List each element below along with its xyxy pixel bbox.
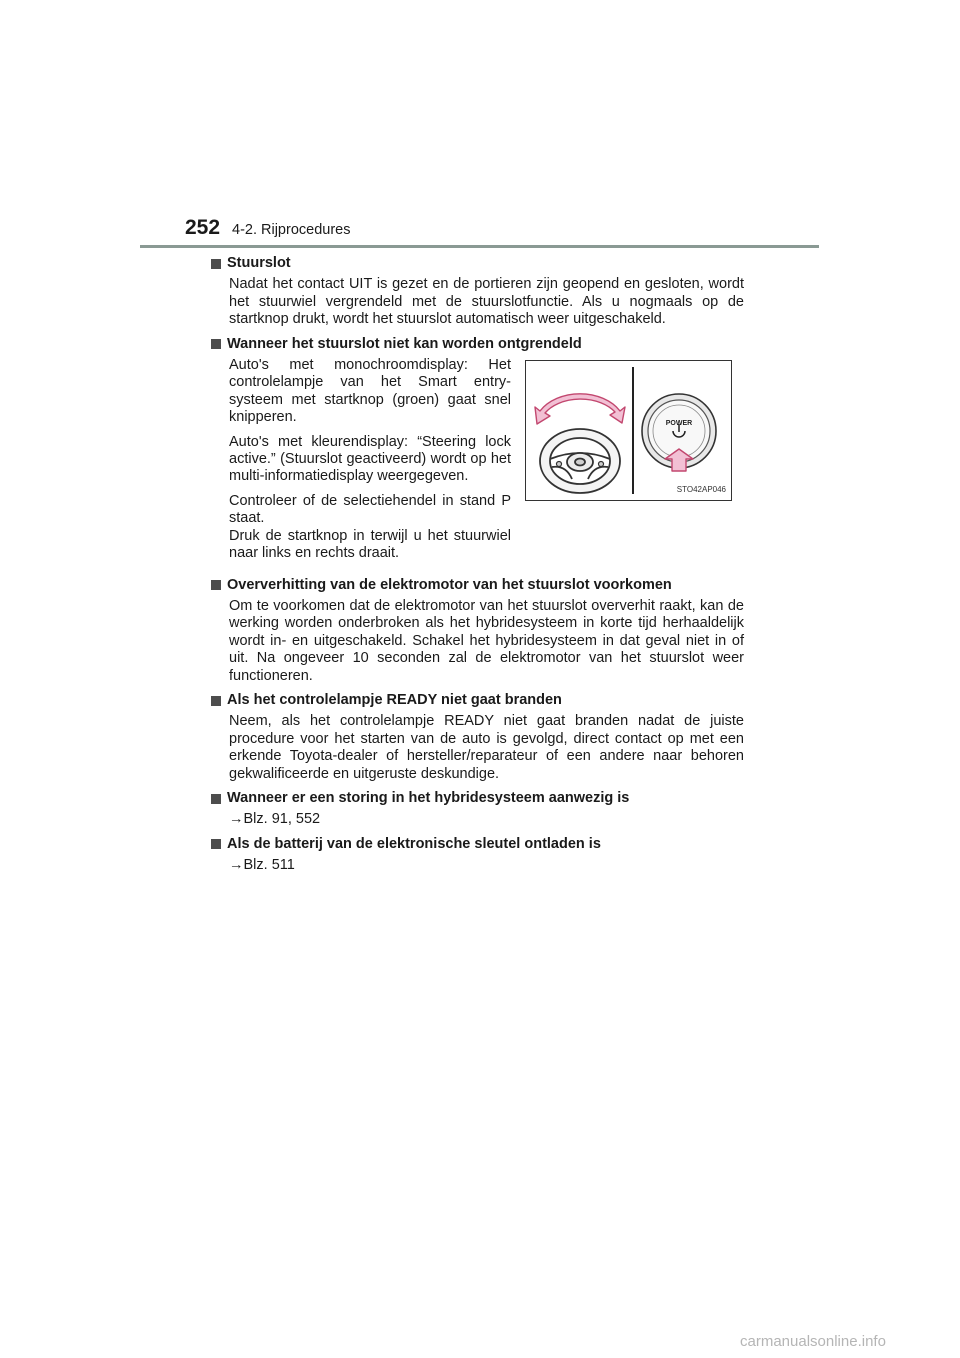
square-bullet-icon xyxy=(211,580,221,590)
paragraph: Auto's met monochroomdisplay: Het controlelampje van het Smart entry-systeem met startknop (groen) gaat snel knipperen. xyxy=(229,357,511,426)
section-stuurslot-ontgrendelen xyxy=(211,336,744,570)
section-heading: Als de batterij van de elektronische sleutel ontladen is xyxy=(227,835,601,852)
figure-code: STO42AP046 xyxy=(676,484,726,494)
section-body: Neem, als het controlelampje READY niet gaat branden nadat de juiste procedure voor het starten van de auto is gevolgd, direct contact op met een erkende Toyota-dealer of hersteller/reparateur of een andere naar behoren gekwalificeerde en uitgeruste deskundige. xyxy=(229,713,744,782)
paragraph: Controleer of de selectiehendel in stand P staat. xyxy=(229,492,511,527)
paragraph: Druk de startknop in terwijl u het stuurwiel naar links en rechts draait. xyxy=(229,527,511,562)
page-reference: →Blz. 91, 552 xyxy=(229,811,321,828)
section-oververhitting xyxy=(211,577,744,685)
section-batterij-sleutel xyxy=(211,836,744,875)
section-storing-hybridesysteem xyxy=(211,790,744,829)
illustration-svg xyxy=(526,361,731,500)
square-bullet-icon xyxy=(211,339,221,349)
paragraph: Auto's met kleurendisplay: “Steering lock active.” (Stuurslot geactiveerd) wordt op het multi-informatiedisplay weergegeven. xyxy=(229,433,511,485)
page-reference: →Blz. 511 xyxy=(229,857,295,874)
square-bullet-icon xyxy=(211,696,221,706)
manual-content xyxy=(211,255,744,882)
steering-lock-illustration xyxy=(525,360,732,501)
section-heading: Wanneer er een storing in het hybridesysteem aanwezig is xyxy=(227,789,630,806)
section-heading: Wanneer het stuurslot niet kan worden ontgrendeld xyxy=(227,335,582,352)
section-heading: Als het controlelampje READY niet gaat branden xyxy=(227,691,562,708)
rotate-arrow-icon xyxy=(535,394,625,424)
watermark: carmanualsonline.info xyxy=(740,1333,886,1350)
section-ready-lampje xyxy=(211,692,744,783)
steering-wheel-icon xyxy=(540,429,620,493)
power-label: POWER xyxy=(665,420,693,428)
section-stuurslot xyxy=(211,255,744,329)
square-bullet-icon xyxy=(211,794,221,804)
section-body: Nadat het contact UIT is gezet en de portieren zijn geopend en gesloten, wordt het stuurwiel vergrendeld met de stuurslotfunctie. Als u nogmaals op de startknop drukt, wordt het stuurslot automatisch weer uitgeschakeld. xyxy=(229,276,744,328)
page-number: 252 xyxy=(185,216,221,239)
section-heading: Oververhitting van de elektromotor van het stuurslot voorkomen xyxy=(227,576,672,593)
square-bullet-icon xyxy=(211,259,221,269)
square-bullet-icon xyxy=(211,839,221,849)
header-rule xyxy=(140,245,819,248)
section-body: Om te voorkomen dat de elektromotor van het stuurslot oververhit raakt, kan de werking worden onderbroken als het hybridesysteem in korte tijd herhaaldelijk wordt in- en uitgeschakeld. Schakel het hybridesysteem in dat geval niet in of uit. Na ongeveer 10 seconden zal de elektromotor van het stuurslot weer functioneren. xyxy=(229,597,744,684)
section-title: 4-2. Rijprocedures xyxy=(232,222,351,238)
section-heading: Stuurslot xyxy=(227,255,291,271)
